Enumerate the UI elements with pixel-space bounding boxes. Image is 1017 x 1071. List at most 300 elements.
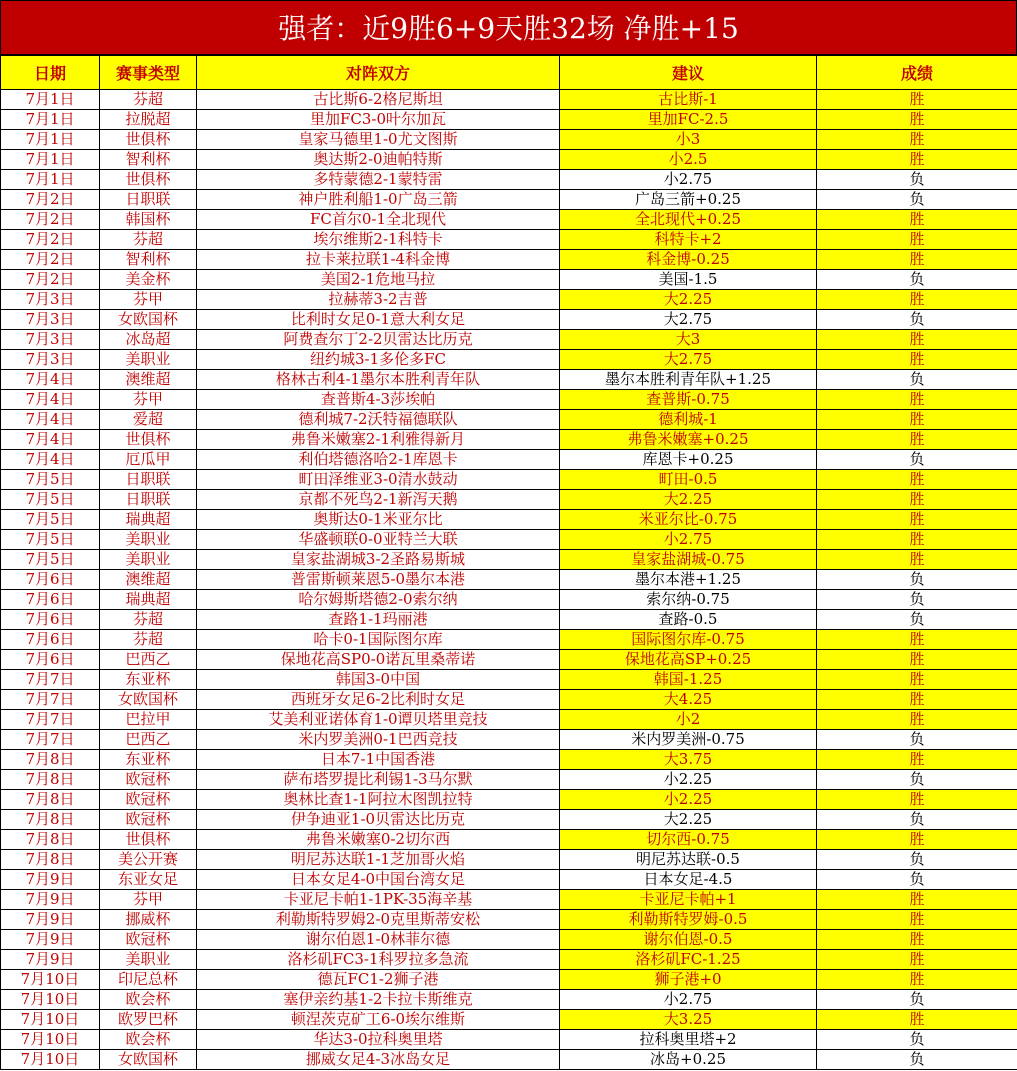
cell-date: 7月2日 <box>1 210 100 230</box>
cell-result: 负 <box>817 570 1017 590</box>
cell-match: 普雷斯顿莱恩5-0墨尔本港 <box>197 570 560 590</box>
cell-date: 7月9日 <box>1 890 100 910</box>
cell-date: 7月5日 <box>1 530 100 550</box>
cell-match: 挪威女足4-3冰岛女足 <box>197 1050 560 1070</box>
cell-result: 胜 <box>817 470 1017 490</box>
cell-match: 塞伊亲约基1-2卡拉卡斯维克 <box>197 990 560 1010</box>
cell-result: 胜 <box>817 210 1017 230</box>
cell-league: 瑞典超 <box>100 590 197 610</box>
cell-tip: 广岛三箭+0.25 <box>560 190 817 210</box>
cell-date: 7月10日 <box>1 970 100 990</box>
table-row <box>1 870 1017 890</box>
cell-tip: 墨尔本胜利青年队+1.25 <box>560 370 817 390</box>
cell-result: 胜 <box>817 510 1017 530</box>
cell-result: 胜 <box>817 910 1017 930</box>
cell-date: 7月8日 <box>1 810 100 830</box>
cell-league: 美职业 <box>100 950 197 970</box>
table-row <box>1 490 1017 510</box>
cell-tip: 保地花高SP+0.25 <box>560 650 817 670</box>
cell-match: 查路1-1玛丽港 <box>197 610 560 630</box>
table-row <box>1 810 1017 830</box>
cell-date: 7月1日 <box>1 170 100 190</box>
cell-date: 7月8日 <box>1 790 100 810</box>
cell-date: 7月10日 <box>1 990 100 1010</box>
cell-date: 7月6日 <box>1 630 100 650</box>
table-row <box>1 970 1017 990</box>
table-row <box>1 270 1017 290</box>
cell-date: 7月10日 <box>1 1050 100 1070</box>
table-row <box>1 850 1017 870</box>
cell-match: 顿涅茨克矿工6-0埃尔维斯 <box>197 1010 560 1030</box>
table-row <box>1 650 1017 670</box>
table-body <box>1 90 1017 1070</box>
cell-result: 负 <box>817 190 1017 210</box>
table-row <box>1 330 1017 350</box>
cell-league: 澳维超 <box>100 570 197 590</box>
cell-date: 7月6日 <box>1 610 100 630</box>
cell-league: 美职业 <box>100 350 197 370</box>
cell-league: 东亚女足 <box>100 870 197 890</box>
cell-tip: 科金博-0.25 <box>560 250 817 270</box>
cell-league: 欧冠杯 <box>100 770 197 790</box>
cell-result: 负 <box>817 270 1017 290</box>
cell-match: 保地花高SP0-0诺瓦里桑蒂诺 <box>197 650 560 670</box>
cell-result: 胜 <box>817 250 1017 270</box>
cell-result: 胜 <box>817 930 1017 950</box>
cell-result: 胜 <box>817 550 1017 570</box>
cell-result: 胜 <box>817 670 1017 690</box>
cell-result: 负 <box>817 170 1017 190</box>
cell-league: 日职联 <box>100 470 197 490</box>
table-row <box>1 250 1017 270</box>
cell-match: 奥斯达0-1米亚尔比 <box>197 510 560 530</box>
cell-date: 7月4日 <box>1 390 100 410</box>
cell-result: 胜 <box>817 790 1017 810</box>
cell-tip: 小2.25 <box>560 790 817 810</box>
cell-result: 胜 <box>817 290 1017 310</box>
cell-match: 洛杉矶FC3-1科罗拉多急流 <box>197 950 560 970</box>
cell-result: 胜 <box>817 710 1017 730</box>
cell-league: 欧冠杯 <box>100 790 197 810</box>
cell-date: 7月6日 <box>1 650 100 670</box>
cell-league: 芬超 <box>100 230 197 250</box>
cell-date: 7月4日 <box>1 410 100 430</box>
cell-tip: 日本女足-4.5 <box>560 870 817 890</box>
cell-date: 7月1日 <box>1 150 100 170</box>
cell-date: 7月3日 <box>1 330 100 350</box>
cell-league: 东亚杯 <box>100 750 197 770</box>
cell-date: 7月4日 <box>1 430 100 450</box>
cell-date: 7月8日 <box>1 750 100 770</box>
cell-match: 利伯塔德洛哈2-1库恩卡 <box>197 450 560 470</box>
cell-tip: 拉科奥里塔+2 <box>560 1030 817 1050</box>
table-row <box>1 90 1017 110</box>
cell-date: 7月5日 <box>1 510 100 530</box>
cell-match: 查普斯4-3莎埃帕 <box>197 390 560 410</box>
cell-tip: 墨尔本港+1.25 <box>560 570 817 590</box>
cell-date: 7月7日 <box>1 730 100 750</box>
cell-match: 利勒斯特罗姆2-0克里斯蒂安松 <box>197 910 560 930</box>
cell-match: 日本女足4-0中国台湾女足 <box>197 870 560 890</box>
cell-league: 美职业 <box>100 530 197 550</box>
cell-league: 芬超 <box>100 610 197 630</box>
cell-match: 皇家盐湖城3-2圣路易斯城 <box>197 550 560 570</box>
cell-match: 阿费查尔丁2-2贝雷达比历克 <box>197 330 560 350</box>
cell-tip: 利勒斯特罗姆-0.5 <box>560 910 817 930</box>
cell-result: 胜 <box>817 150 1017 170</box>
cell-tip: 古比斯-1 <box>560 90 817 110</box>
cell-match: 萨布塔罗提比利锡1-3马尔默 <box>197 770 560 790</box>
table-row <box>1 510 1017 530</box>
cell-match: 米内罗美洲0-1巴西竞技 <box>197 730 560 750</box>
table-row <box>1 790 1017 810</box>
cell-league: 欧冠杯 <box>100 810 197 830</box>
table-row <box>1 1030 1017 1050</box>
table-row <box>1 890 1017 910</box>
table-row <box>1 470 1017 490</box>
cell-date: 7月7日 <box>1 710 100 730</box>
table-row <box>1 450 1017 470</box>
table-row <box>1 410 1017 430</box>
table-row <box>1 570 1017 590</box>
table-row <box>1 110 1017 130</box>
page-title: 强者：近9胜6+9天胜32场 净胜+15 <box>0 0 1017 55</box>
table-row <box>1 990 1017 1010</box>
cell-date: 7月2日 <box>1 270 100 290</box>
cell-match: 弗鲁米嫩塞0-2切尔西 <box>197 830 560 850</box>
cell-league: 世俱杯 <box>100 830 197 850</box>
cell-tip: 切尔西-0.75 <box>560 830 817 850</box>
cell-match: 奥达斯2-0迪帕特斯 <box>197 150 560 170</box>
table-row <box>1 170 1017 190</box>
cell-tip: 小2.75 <box>560 170 817 190</box>
cell-tip: 查普斯-0.75 <box>560 390 817 410</box>
cell-league: 欧会杯 <box>100 990 197 1010</box>
cell-date: 7月9日 <box>1 930 100 950</box>
cell-league: 芬超 <box>100 630 197 650</box>
cell-result: 负 <box>817 770 1017 790</box>
cell-match: 纽约城3-1多伦多FC <box>197 350 560 370</box>
cell-match: 西班牙女足6-2比利时女足 <box>197 690 560 710</box>
cell-match: 伊争迪亚1-0贝雷达比历克 <box>197 810 560 830</box>
cell-league: 美金杯 <box>100 270 197 290</box>
cell-league: 欧冠杯 <box>100 930 197 950</box>
cell-result: 胜 <box>817 490 1017 510</box>
cell-match: 华盛顿联0-0亚特兰大联 <box>197 530 560 550</box>
header-date: 日期 <box>1 56 100 90</box>
table-row <box>1 690 1017 710</box>
cell-result: 负 <box>817 850 1017 870</box>
cell-league: 女欧国杯 <box>100 1050 197 1070</box>
cell-date: 7月4日 <box>1 450 100 470</box>
table-row <box>1 630 1017 650</box>
cell-date: 7月7日 <box>1 670 100 690</box>
cell-result: 胜 <box>817 530 1017 550</box>
cell-result: 胜 <box>817 230 1017 250</box>
cell-date: 7月4日 <box>1 370 100 390</box>
cell-date: 7月5日 <box>1 470 100 490</box>
header-match: 对阵双方 <box>197 56 560 90</box>
cell-date: 7月10日 <box>1 1030 100 1050</box>
cell-result: 胜 <box>817 130 1017 150</box>
cell-league: 拉脱超 <box>100 110 197 130</box>
cell-league: 巴西乙 <box>100 650 197 670</box>
cell-date: 7月6日 <box>1 570 100 590</box>
cell-date: 7月9日 <box>1 870 100 890</box>
cell-result: 胜 <box>817 430 1017 450</box>
cell-result: 负 <box>817 990 1017 1010</box>
cell-league: 智利杯 <box>100 150 197 170</box>
cell-league: 芬甲 <box>100 390 197 410</box>
table-row <box>1 210 1017 230</box>
table-row <box>1 930 1017 950</box>
cell-tip: 小2.75 <box>560 990 817 1010</box>
cell-result: 负 <box>817 610 1017 630</box>
cell-result: 负 <box>817 1050 1017 1070</box>
header-league: 赛事类型 <box>100 56 197 90</box>
cell-result: 胜 <box>817 890 1017 910</box>
cell-match: 哈卡0-1国际图尔库 <box>197 630 560 650</box>
cell-tip: 狮子港+0 <box>560 970 817 990</box>
cell-date: 7月7日 <box>1 690 100 710</box>
table-row <box>1 590 1017 610</box>
table-row <box>1 830 1017 850</box>
cell-league: 瑞典超 <box>100 510 197 530</box>
cell-tip: 库恩卡+0.25 <box>560 450 817 470</box>
cell-tip: 小2.25 <box>560 770 817 790</box>
cell-match: 町田泽维亚3-0清水鼓动 <box>197 470 560 490</box>
cell-tip: 国际图尔库-0.75 <box>560 630 817 650</box>
table-row <box>1 730 1017 750</box>
cell-league: 世俱杯 <box>100 130 197 150</box>
cell-tip: 谢尔伯恩-0.5 <box>560 930 817 950</box>
cell-match: 谢尔伯恩1-0林菲尔德 <box>197 930 560 950</box>
cell-league: 美职业 <box>100 550 197 570</box>
cell-tip: 大2.25 <box>560 810 817 830</box>
table-row <box>1 150 1017 170</box>
cell-league: 芬甲 <box>100 290 197 310</box>
cell-league: 芬超 <box>100 90 197 110</box>
header-tip: 建议 <box>560 56 817 90</box>
cell-tip: 大2.25 <box>560 290 817 310</box>
cell-tip: 索尔纳-0.75 <box>560 590 817 610</box>
cell-date: 7月3日 <box>1 350 100 370</box>
header-row <box>1 56 1017 90</box>
table-row <box>1 610 1017 630</box>
cell-result: 胜 <box>817 690 1017 710</box>
cell-tip: 米亚尔比-0.75 <box>560 510 817 530</box>
cell-tip: 弗鲁米嫩塞+0.25 <box>560 430 817 450</box>
cell-league: 爱超 <box>100 410 197 430</box>
cell-date: 7月10日 <box>1 1010 100 1030</box>
cell-tip: 町田-0.5 <box>560 470 817 490</box>
cell-result: 负 <box>817 450 1017 470</box>
table-row <box>1 750 1017 770</box>
cell-result: 胜 <box>817 330 1017 350</box>
cell-tip: 小2.75 <box>560 530 817 550</box>
cell-league: 世俱杯 <box>100 430 197 450</box>
cell-date: 7月8日 <box>1 850 100 870</box>
cell-league: 日职联 <box>100 190 197 210</box>
cell-match: 明尼苏达联1-1芝加哥火焰 <box>197 850 560 870</box>
cell-league: 欧罗巴杯 <box>100 1010 197 1030</box>
cell-match: 奥林比查1-1阿拉木图凯拉特 <box>197 790 560 810</box>
cell-match: 拉赫蒂3-2吉普 <box>197 290 560 310</box>
cell-date: 7月3日 <box>1 310 100 330</box>
cell-result: 负 <box>817 590 1017 610</box>
cell-league: 女欧国杯 <box>100 310 197 330</box>
results-table <box>0 55 1017 1070</box>
table-row <box>1 430 1017 450</box>
cell-result: 负 <box>817 1030 1017 1050</box>
cell-date: 7月8日 <box>1 770 100 790</box>
cell-tip: 里加FC-2.5 <box>560 110 817 130</box>
cell-league: 厄瓜甲 <box>100 450 197 470</box>
cell-match: 比利时女足0-1意大利女足 <box>197 310 560 330</box>
cell-tip: 查路-0.5 <box>560 610 817 630</box>
cell-date: 7月1日 <box>1 90 100 110</box>
cell-match: 古比斯6-2格尼斯坦 <box>197 90 560 110</box>
table-row <box>1 670 1017 690</box>
cell-tip: 大3.25 <box>560 1010 817 1030</box>
cell-date: 7月3日 <box>1 290 100 310</box>
cell-result: 胜 <box>817 1010 1017 1030</box>
cell-tip: 皇家盐湖城-0.75 <box>560 550 817 570</box>
cell-date: 7月9日 <box>1 950 100 970</box>
cell-league: 美公开赛 <box>100 850 197 870</box>
cell-tip: 小3 <box>560 130 817 150</box>
cell-date: 7月5日 <box>1 490 100 510</box>
cell-match: 卡亚尼卡帕1-1PK-35海辛基 <box>197 890 560 910</box>
cell-tip: 全北现代+0.25 <box>560 210 817 230</box>
cell-date: 7月2日 <box>1 190 100 210</box>
cell-tip: 小2 <box>560 710 817 730</box>
cell-match: 神户胜利船1-0广岛三箭 <box>197 190 560 210</box>
cell-result: 负 <box>817 310 1017 330</box>
cell-result: 胜 <box>817 110 1017 130</box>
cell-league: 女欧国杯 <box>100 690 197 710</box>
cell-tip: 美国-1.5 <box>560 270 817 290</box>
table-row <box>1 770 1017 790</box>
cell-match: 艾美利亚诺体育1-0谭贝塔里竞技 <box>197 710 560 730</box>
cell-league: 芬甲 <box>100 890 197 910</box>
table-row <box>1 310 1017 330</box>
cell-league: 世俱杯 <box>100 170 197 190</box>
cell-date: 7月5日 <box>1 550 100 570</box>
cell-result: 负 <box>817 810 1017 830</box>
cell-match: 京都不死鸟2-1新泻天鹅 <box>197 490 560 510</box>
cell-match: 美国2-1危地马拉 <box>197 270 560 290</box>
cell-match: 华达3-0拉科奥里塔 <box>197 1030 560 1050</box>
header-result: 成绩 <box>817 56 1017 90</box>
cell-match: 格林古利4-1墨尔本胜利青年队 <box>197 370 560 390</box>
table-row <box>1 530 1017 550</box>
cell-league: 挪威杯 <box>100 910 197 930</box>
table-row <box>1 350 1017 370</box>
cell-date: 7月9日 <box>1 910 100 930</box>
cell-tip: 大2.25 <box>560 490 817 510</box>
table-row <box>1 950 1017 970</box>
cell-tip: 大2.75 <box>560 350 817 370</box>
cell-league: 巴西乙 <box>100 730 197 750</box>
cell-tip: 冰岛+0.25 <box>560 1050 817 1070</box>
cell-tip: 明尼苏达联-0.5 <box>560 850 817 870</box>
cell-match: 韩国3-0中国 <box>197 670 560 690</box>
cell-result: 胜 <box>817 390 1017 410</box>
cell-date: 7月6日 <box>1 590 100 610</box>
cell-match: 多特蒙德2-1蒙特雷 <box>197 170 560 190</box>
cell-tip: 大3.75 <box>560 750 817 770</box>
cell-match: 埃尔维斯2-1科特卡 <box>197 230 560 250</box>
table-row <box>1 370 1017 390</box>
cell-result: 胜 <box>817 630 1017 650</box>
cell-match: 皇家马德里1-0尤文图斯 <box>197 130 560 150</box>
table-row <box>1 550 1017 570</box>
cell-result: 胜 <box>817 90 1017 110</box>
cell-league: 巴拉甲 <box>100 710 197 730</box>
cell-result: 胜 <box>817 830 1017 850</box>
cell-result: 负 <box>817 870 1017 890</box>
cell-match: 德瓦FC1-2狮子港 <box>197 970 560 990</box>
cell-result: 负 <box>817 370 1017 390</box>
cell-match: 哈尔姆斯塔德2-0索尔纳 <box>197 590 560 610</box>
cell-tip: 小2.5 <box>560 150 817 170</box>
table-row <box>1 1010 1017 1030</box>
cell-match: 里加FC3-0叶尔加瓦 <box>197 110 560 130</box>
cell-league: 智利杯 <box>100 250 197 270</box>
cell-tip: 大4.25 <box>560 690 817 710</box>
cell-league: 欧会杯 <box>100 1030 197 1050</box>
cell-tip: 科特卡+2 <box>560 230 817 250</box>
cell-match: FC首尔0-1全北现代 <box>197 210 560 230</box>
cell-match: 日本7-1中国香港 <box>197 750 560 770</box>
cell-result: 胜 <box>817 750 1017 770</box>
cell-result: 胜 <box>817 650 1017 670</box>
cell-result: 胜 <box>817 350 1017 370</box>
table-row <box>1 230 1017 250</box>
cell-tip: 韩国-1.25 <box>560 670 817 690</box>
cell-tip: 大3 <box>560 330 817 350</box>
cell-tip: 洛杉矶FC-1.25 <box>560 950 817 970</box>
cell-match: 德利城7-2沃特福德联队 <box>197 410 560 430</box>
cell-date: 7月8日 <box>1 830 100 850</box>
cell-tip: 德利城-1 <box>560 410 817 430</box>
cell-match: 弗鲁米嫩塞2-1利雅得新月 <box>197 430 560 450</box>
cell-tip: 米内罗美洲-0.75 <box>560 730 817 750</box>
cell-match: 拉卡莱拉联1-4科金博 <box>197 250 560 270</box>
cell-result: 胜 <box>817 970 1017 990</box>
cell-league: 澳维超 <box>100 370 197 390</box>
table-row <box>1 190 1017 210</box>
cell-result: 胜 <box>817 950 1017 970</box>
cell-date: 7月2日 <box>1 250 100 270</box>
cell-date: 7月2日 <box>1 230 100 250</box>
table-row <box>1 910 1017 930</box>
cell-date: 7月1日 <box>1 110 100 130</box>
cell-date: 7月1日 <box>1 130 100 150</box>
table-row <box>1 390 1017 410</box>
cell-league: 冰岛超 <box>100 330 197 350</box>
cell-result: 负 <box>817 730 1017 750</box>
cell-tip: 大2.75 <box>560 310 817 330</box>
cell-result: 胜 <box>817 410 1017 430</box>
table-row <box>1 1050 1017 1070</box>
table-row <box>1 290 1017 310</box>
cell-league: 韩国杯 <box>100 210 197 230</box>
cell-tip: 卡亚尼卡帕+1 <box>560 890 817 910</box>
table-row <box>1 130 1017 150</box>
cell-league: 印尼总杯 <box>100 970 197 990</box>
